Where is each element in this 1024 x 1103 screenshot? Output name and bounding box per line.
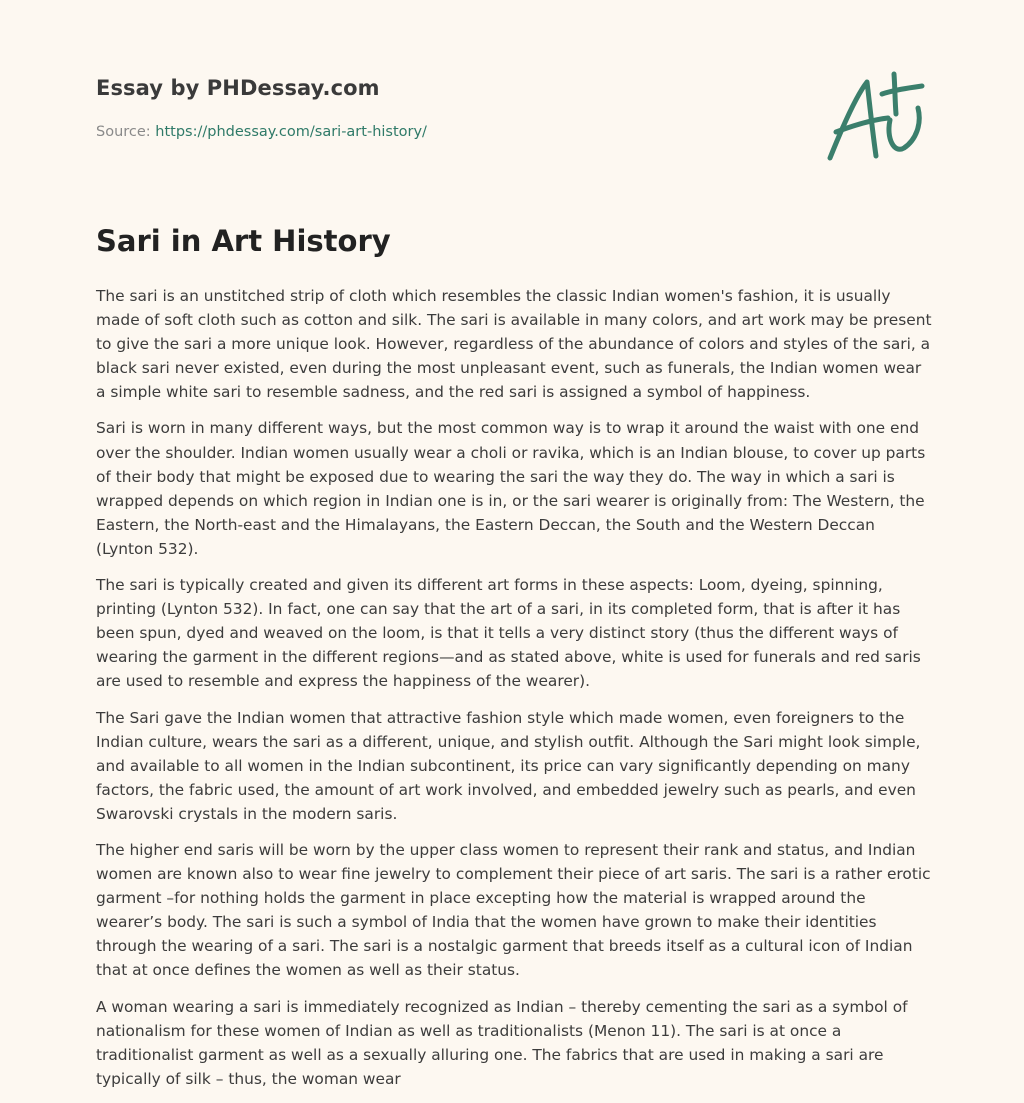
paragraph-3: The sari is typically created and given its different art forms in these aspects: Loom, dyeing, spinning, printing (Lynton 532). In fact, one can say that the art of a sari, in its completed form, that is after it has been spun, dyed and weaved on the loom, is that it tells a very distinct story (thus the different ways of wearing the garment in the different regions—and as stated above, white is used for funerals and red saris are used to resemble and express the happiness of the wearer). xyxy=(96,576,921,691)
essay-title: Sari in Art History xyxy=(96,224,391,258)
source-link[interactable]: https://phdessay.com/sari-art-history/ xyxy=(155,124,427,140)
source-label: Source: xyxy=(96,124,151,140)
paragraph-5: The higher end saris will be worn by the upper class women to represent their rank and status, and Indian women are known also to wear fine jewelry to complement their piece of art saris. The sari is a rather erotic garment –for nothing holds the garment in place excepting how the material is wrapped around the wearer’s body. The sari is such a symbol of India that the women have grown to make their identities through the wearing of a sari. The sari is a nostalgic garment that breeds itself as a cultural icon of Indian that at once defines the women as well as their status. xyxy=(96,840,931,980)
paragraph-4: The Sari gave the Indian women that attractive fashion style which made women, even foreigners to the Indian culture, wears the sari as a different, unique, and stylish outfit. Although the Sari might look simple, and available to all women in the Indian subcontinent, its price can vary significantly depending on many factors, the fabric used, the amount of art work involved, and embedded jewelry such as pearls, and even Swarovski crystals in the modern saris. xyxy=(96,708,921,823)
site-brand: Essay by PHDessay.com xyxy=(96,76,380,100)
paragraph-1: The sari is an unstitched strip of cloth which resembles the classic Indian women's fashion, it is usually made of soft cloth such as cotton and silk. The sari is available in many colors, and art work may be present to give the sari a more unique look. However, regardless of the abundance of colors and styles of the sari, a black sari never existed, even during the most unpleasant event, such as funerals, the Indian women wear a simple white sari to resemble sadness, and the red sari is assigned a symbol of happiness. xyxy=(96,287,932,402)
paragraph-6: A woman wearing a sari is immediately recognized as Indian – thereby cementing the sari as a symbol of nationalism for these women of Indian as well as traditionalists (Menon 11). The sari is at once a traditionalist garment as well as a sexually alluring one. The fabrics that are used in making a sari are typically of silk – thus, the woman wear xyxy=(96,997,908,1088)
paragraph-2: Sari is worn in many different ways, but the most common way is to wrap it around the waist with one end over the shoulder. Indian women usually wear a choli or ravika, which is an Indian blouse, to cover up parts of their body that might be exposed due to wearing the sari the way they do. The way in which a sari is wrapped depends on which region in Indian one is in, or the sari wearer is originally from: The Western, the Eastern, the North-east and the Himalayans, the Eastern Deccan, the South and the Western Deccan (Lynton 532). xyxy=(96,419,926,558)
a-plus-logo-icon xyxy=(822,68,932,168)
source-line xyxy=(96,124,427,140)
essay-body xyxy=(96,284,934,1103)
